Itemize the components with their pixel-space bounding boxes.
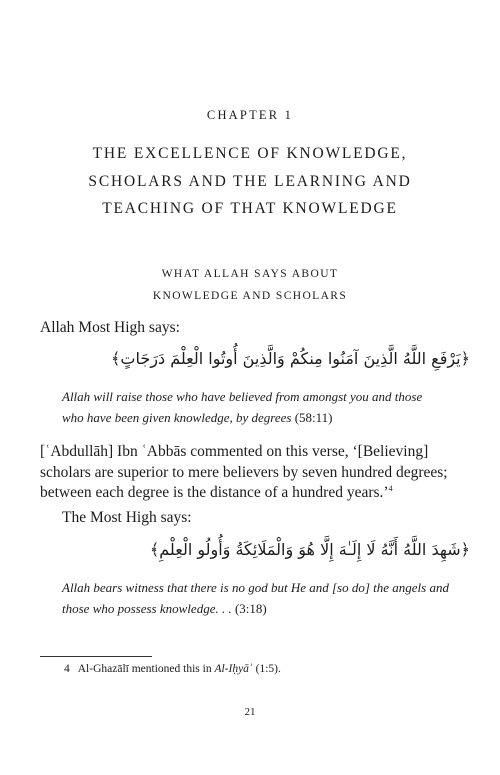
verse-1-arabic: ﴿يَرْفَعِ اللَّهُ الَّذِينَ آمَنُوا مِنكُمْ وَالَّذِينَ أُوتُوا الْعِلْمَ دَرَجَاتٍ﴾ bbox=[111, 349, 470, 368]
chapter-title-line: THE EXCELLENCE OF KNOWLEDGE, bbox=[92, 145, 408, 162]
chapter-label: CHAPTER 1 bbox=[206, 108, 294, 122]
intro-paragraph-1: Allah Most High says: bbox=[40, 319, 180, 336]
verse-1-translation-line: who have been given knowledge, by degrees (58:11) bbox=[62, 409, 333, 425]
verse-2-reference: (3:18) bbox=[234, 600, 267, 616]
verse-2-arabic: ﴿شَهِدَ اللَّهُ أَنَّهُ لَا إِلَـٰهَ إِلَّا هُوَ وَالْمَلَائِكَةُ وَأُولُو الْعِلْمِ﴾ bbox=[149, 540, 470, 559]
section-heading bbox=[0, 263, 500, 307]
footnote-reference: (1:5). bbox=[255, 663, 281, 675]
footnote-text: Al-Ghazālī mentioned this in bbox=[77, 663, 212, 675]
commentary-line: [ʿAbdullāh] Ibn ʿAbbās commented on this verse, ‘[Believing] bbox=[40, 443, 429, 460]
footnote bbox=[64, 662, 464, 677]
commentary-paragraph bbox=[40, 442, 468, 504]
verse-2-translation-line: those who possess knowledge. . . (3:18) bbox=[62, 600, 267, 616]
section-heading-line: WHAT ALLAH SAYS ABOUT bbox=[161, 268, 339, 280]
chapter-title-line: SCHOLARS AND THE LEARNING AND bbox=[88, 172, 412, 190]
page-number: 21 bbox=[244, 706, 256, 718]
footnote-work-title: Al-Iḥyāʾ bbox=[214, 663, 253, 675]
footnote-number: 4 bbox=[64, 663, 70, 675]
verse-1-reference: (58:11) bbox=[294, 409, 333, 425]
intro-paragraph-2: The Most High says: bbox=[62, 509, 192, 526]
verse-2-translation bbox=[62, 578, 468, 619]
commentary-line: between each degree is the distance of a hundred years.’$^4$ bbox=[40, 483, 393, 501]
footnote-marker[interactable]: 4 bbox=[388, 483, 393, 493]
footnote-divider bbox=[40, 656, 152, 657]
section-heading-line: KNOWLEDGE AND SCHOLARS bbox=[152, 290, 348, 302]
chapter-title-line: TEACHING OF THAT KNOWLEDGE bbox=[102, 200, 398, 217]
verse-1-translation-line: Allah will raise those who have believed from amongst you and those bbox=[62, 389, 423, 404]
commentary-line: scholars are superior to mere believers by seven hundred degrees; bbox=[40, 463, 448, 481]
verse-1-translation bbox=[62, 387, 468, 428]
chapter-title bbox=[0, 140, 500, 223]
verse-2-translation-line: Allah bears witness that there is no god but He and [so do] the angels and bbox=[62, 580, 449, 595]
